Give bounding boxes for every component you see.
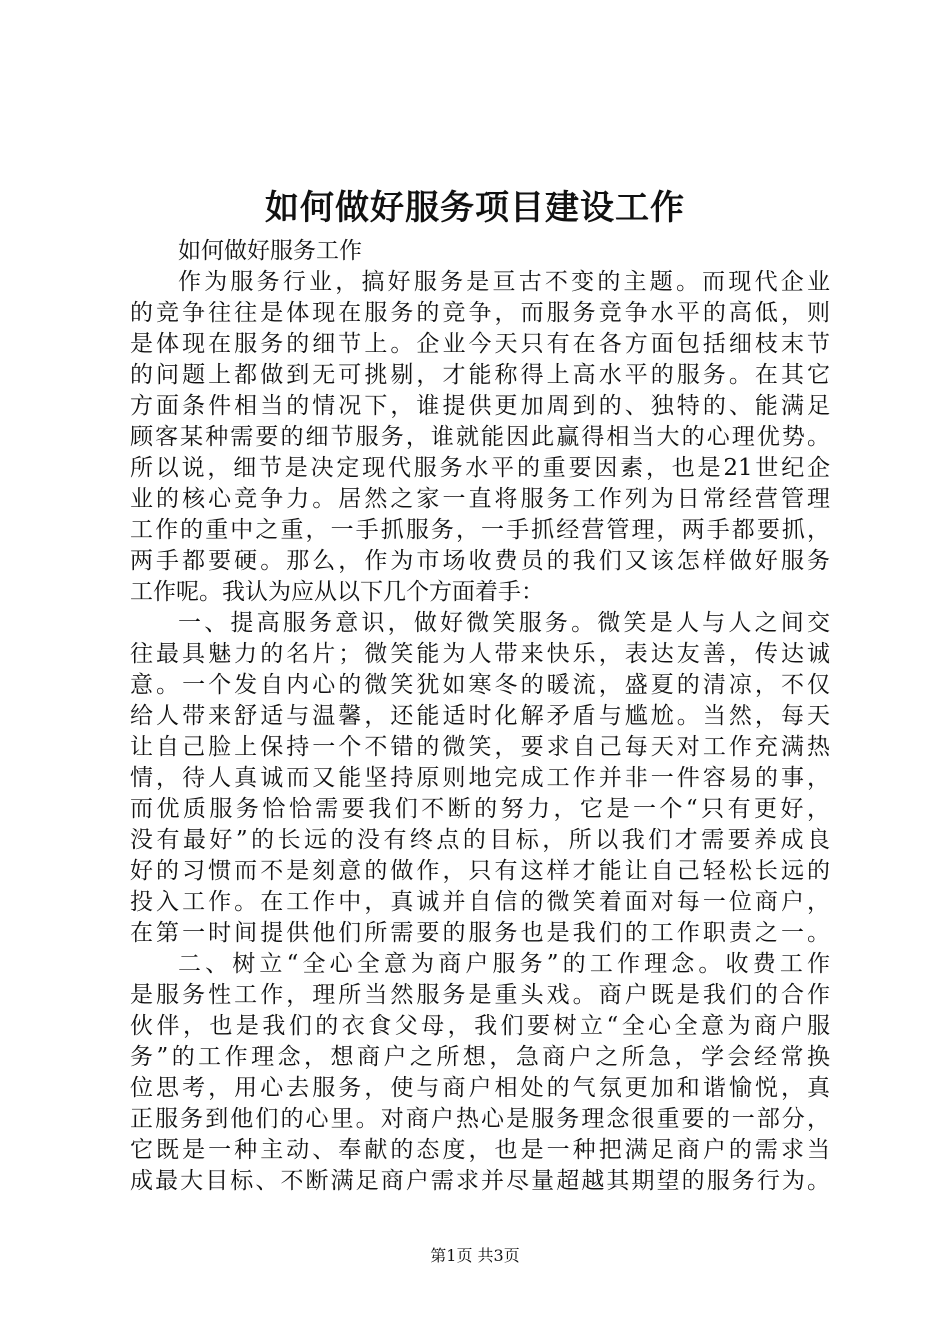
paragraph-line: 业的核心竞争力。居然之家一直将服务工作列为日常经营管理 — [130, 486, 830, 512]
paragraph-line: 一、提高服务意识，做好微笑服务。微笑是人与人之间交 — [178, 610, 830, 636]
paragraph-line: 没有最好”的长远的没有终点的目标，所以我们才需要养成良 — [130, 827, 830, 853]
paragraph-line: 是体现在服务的细节上。企业今天只有在各方面包括细枝末节 — [130, 331, 830, 357]
paragraph-line: 伙伴，也是我们的衣食父母，我们要树立“全心全意为商户服 — [130, 1013, 830, 1039]
paragraph-line: 务”的工作理念，想商户之所想，急商户之所急，学会经常换 — [130, 1044, 830, 1070]
paragraph-line: 正服务到他们的心里。对商户热心是服务理念很重要的一部分， — [130, 1106, 830, 1132]
paragraph-line: 顾客某种需要的细节服务，谁就能因此赢得相当大的心理优势。 — [130, 424, 830, 450]
paragraph-line: 成最大目标、不断满足商户需求并尽量超越其期望的服务行为。 — [130, 1168, 830, 1194]
subtitle-line: 如何做好服务工作 — [178, 238, 362, 264]
paragraph-line: 给人带来舒适与温馨，还能适时化解矛盾与尴尬。当然，每天 — [130, 703, 830, 729]
paragraph-line: 的问题上都做到无可挑剔，才能称得上高水平的服务。在其它 — [130, 362, 830, 388]
paragraph-line: 两手都要硬。那么，作为市场收费员的我们又该怎样做好服务 — [130, 548, 830, 574]
paragraph-line: 情，待人真诚而又能坚持原则地完成工作并非一件容易的事， — [130, 765, 830, 791]
document-body — [130, 236, 830, 1197]
paragraph-line: 二、树立“全心全意为商户服务”的工作理念。收费工作 — [178, 951, 830, 977]
paragraph-line: 工作的重中之重，一手抓服务，一手抓经营管理，两手都要抓， — [130, 517, 830, 543]
paragraph-line: 方面条件相当的情况下，谁提供更加周到的、独特的、能满足 — [130, 393, 830, 419]
paragraph-line: 意。一个发自内心的微笑犹如寒冬的暖流，盛夏的清凉，不仅 — [130, 672, 830, 698]
paragraph-line: 位思考，用心去服务，使与商户相处的气氛更加和谐愉悦，真 — [130, 1075, 830, 1101]
paragraph-line: 工作呢。我认为应从以下几个方面着手： — [130, 579, 544, 605]
paragraph-line: 在第一时间提供他们所需要的服务也是我们的工作职责之一。 — [130, 920, 830, 946]
paragraph-line: 所以说，细节是决定现代服务水平的重要因素，也是21世纪企 — [130, 455, 830, 481]
paragraph-line: 让自己脸上保持一个不错的微笑，要求自己每天对工作充满热 — [130, 734, 830, 760]
paragraph-line: 好的习惯而不是刻意的做作，只有这样才能让自己轻松长远的 — [130, 858, 830, 884]
document-title: 如何做好服务项目建设工作 — [265, 188, 685, 228]
paragraph-line: 的竞争往往是体现在服务的竞争，而服务竞争水平的高低，则 — [130, 300, 830, 326]
paragraph-line: 而优质服务恰恰需要我们不断的努力，它是一个“只有更好， — [130, 796, 830, 822]
paragraph-line: 作为服务行业，搞好服务是亘古不变的主题。而现代企业 — [178, 269, 830, 295]
paragraph-line: 投入工作。在工作中，真诚并自信的微笑着面对每一位商户， — [130, 889, 830, 915]
paragraph-line: 是服务性工作，理所当然服务是重头戏。商户既是我们的合作 — [130, 982, 830, 1008]
page-footer: 第1页 共3页 — [430, 1246, 520, 1265]
paragraph-line: 往最具魅力的名片；微笑能为人带来快乐，表达友善，传达诚 — [130, 641, 830, 667]
paragraph-line: 它既是一种主动、奉献的态度，也是一种把满足商户的需求当 — [130, 1137, 830, 1163]
